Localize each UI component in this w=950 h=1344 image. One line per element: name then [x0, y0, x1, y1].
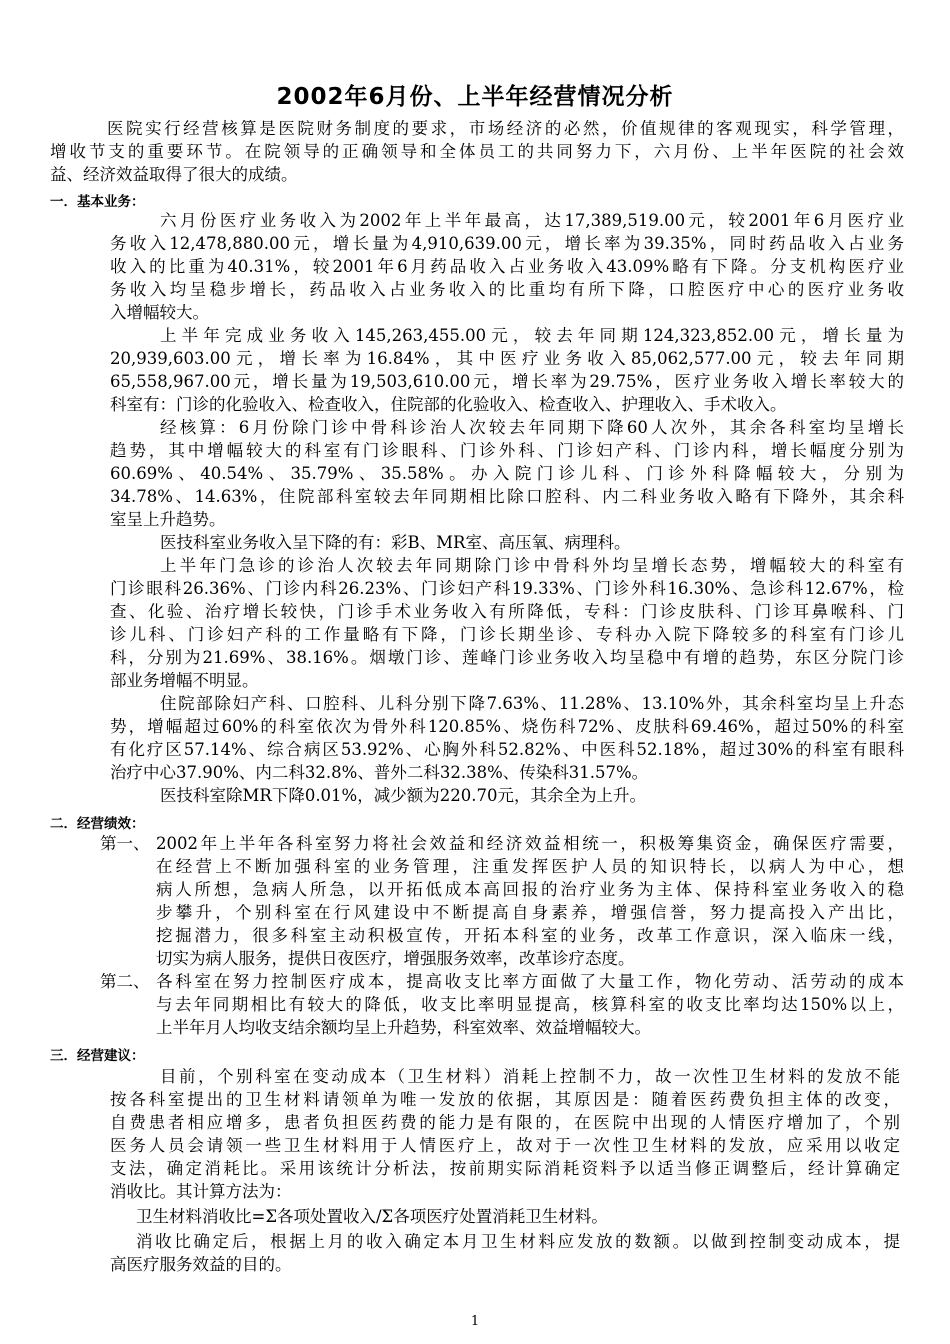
paragraph-line: 医技科室业务收入呈下降的有：彩B、MR室、高压氧、病理科。 — [160, 533, 631, 552]
paragraph-line: 自费患者相应增多，患者负担医药费的能力是有限的，在医院中出现的人情医疗增加了，个别 — [110, 1113, 900, 1132]
list-item-line: 2002年上半年各科室努力将社会效益和经济效益相统一，积极筹集资金，确保医疗需要， — [156, 834, 904, 853]
paragraph-line: 上半年门急诊的诊治人次较去年同期除门诊中骨科外均呈增长态势，增幅较大的科室有 — [160, 556, 904, 575]
list-item-line: 与去年同期相比有较大的降低，收支比率明显提高，核算科室的收支比率均达150%以上， — [156, 995, 904, 1014]
paragraph-line: 部业务增幅不明显。 — [110, 671, 259, 690]
paragraph-line: 消收比。其计算方法为： — [110, 1182, 292, 1201]
paragraph-line: 有化疗区57.14%、综合病区53.92%、心胸外科52.82%、中医科52.18%，超过30%的科室有眼科 — [110, 740, 904, 759]
paragraph-line: 支法，确定消耗比。采用该统计分析法，按前期实际消耗资料予以适当修正调整后，经计算确定 — [110, 1159, 900, 1178]
paragraph-line: 诊儿科、门诊妇产科的工作量略有下降，门诊长期坐诊、专科办入院下降较多的科室有门诊儿 — [110, 625, 904, 644]
paragraph-line: 收入的比重为40.31%，较2001年6月药品收入占业务收入43.09%略有下降。分支机构医疗业 — [110, 257, 904, 276]
paragraph-line: 按各科室提出的卫生材料请领单为唯一发放的依据，其原因是：随着医药费负担主体的改变， — [110, 1090, 900, 1109]
paragraph-line: 医技科室除MR下降0.01%，减少额为220.70元，其余全为上升。 — [160, 786, 646, 805]
paragraph-line: 34.78%、14.63%，住院部科室较去年同期相比除口腔科、内二科业务收入略有下降外，其余科 — [110, 487, 904, 506]
paragraph-line: 务收入均呈稳步增长，药品收入占业务收入的比重均有所下降，口腔医疗中心的医疗业务收 — [110, 280, 904, 299]
list-item-line: 挖掘潜力，很多科室主动积极宣传，开拓本科室的业务，改革工作意识，深入临床一线， — [156, 926, 904, 945]
paragraph-line: 经核算：6月份除门诊中骨科诊治人次较去年同期下降60人次外，其余各科室均呈增长 — [160, 418, 904, 437]
paragraph-line: 门诊眼科26.36%、门诊内科26.23%、门诊妇产科19.33%、门诊外科16.30%、急诊科12.67%，检 — [110, 579, 904, 598]
list-item-label: 第一、 — [100, 834, 150, 853]
section-heading-basic-business: 一．基本业务： — [50, 194, 145, 210]
section-heading-performance: 二．经营绩效： — [50, 816, 145, 832]
intro-line: 医院实行经营核算是医院财务制度的要求，市场经济的必然，价值规律的客观现实，科学管理， — [107, 119, 904, 138]
list-item-line: 在经营上不断加强科室的业务管理，注重发挥医护人员的知识特长，以病人为中心，想 — [156, 857, 904, 876]
paragraph-line: 六月份医疗业务收入为2002年上半年最高，达17,389,519.00元，较2001年6月医疗业 — [160, 211, 904, 230]
paragraph-line: 60.69%、40.54%、35.79%、35.58%。办入院门诊儿科、门诊外科降幅较大，分别为 — [110, 464, 904, 483]
paragraph-line: 65,558,967.00元，增长量为19,503,610.00元，增长率为29.75%，医疗业务收入增长率较大的 — [110, 372, 904, 391]
paragraph-line: 室呈上升趋势。 — [110, 510, 226, 529]
intro-line: 益、经济效益取得了很大的成绩。 — [50, 165, 298, 184]
list-item-line: 上半年月人均收支结余额均呈上升趋势，科室效率、效益增幅较大。 — [156, 1018, 651, 1037]
formula: 卫生材料消收比=Σ各项处置收入/Σ各项医疗处置消耗卫生材料。 — [136, 1207, 608, 1226]
list-item-line: 病人所想，急病人所急，以开拓低成本高回报的治疗业务为主体、保持科室业务收入的稳 — [156, 880, 904, 899]
list-item-line: 步攀升，个别科室在行风建设中不断提高自身素养，增强信誉，努力提高投入产出比， — [156, 903, 904, 922]
page-number: 1 — [470, 1314, 480, 1329]
paragraph-line: 查、化验、治疗增长较快，门诊手术业务收入有所降低，专科：门诊皮肤科、门诊耳鼻喉科、门 — [110, 602, 904, 621]
paragraph-line: 上半年完成业务收入145,263,455.00元，较去年同期124,323,852.00元，增长量为 — [160, 326, 904, 345]
page-title: 2002年6月份、上半年经营情况分析 — [276, 84, 674, 110]
paragraph-line: 科室有：门诊的化验收入、检查收入，住院部的化验收入、检查收入、护理收入、手术收入。 — [110, 395, 787, 414]
section-heading-suggestions: 三．经营建议： — [50, 1048, 145, 1064]
paragraph-line: 入增幅较大。 — [110, 303, 209, 322]
paragraph-line: 目前，个别科室在变动成本（卫生材料）消耗上控制不力，故一次性卫生材料的发放不能 — [160, 1067, 900, 1086]
paragraph-line: 20,939,603.00元，增长率为16.84%，其中医疗业务收入85,062,577.00元，较去年同期 — [110, 349, 904, 368]
paragraph-line: 务收入12,478,880.00元，增长量为4,910,639.00元，增长率为39.35%，同时药品收入占业务 — [110, 234, 904, 253]
paragraph-line: 趋势，其中增幅较大的科室有门诊眼科、门诊外科、门诊妇产科、门诊内科，增长幅度分别为 — [110, 441, 904, 460]
list-item-line: 切实为病人服务，提供日夜医疗，增强服务效率，改革诊疗态度。 — [156, 949, 635, 968]
list-item-label: 第二、 — [100, 972, 150, 991]
list-item-line: 各科室在努力控制医疗成本，提高收支比率方面做了大量工作，物化劳动、活劳动的成本 — [156, 972, 904, 991]
paragraph-line: 消收比确定后，根据上月的收入确定本月卫生材料应发放的数额。以做到控制变动成本，提 — [136, 1232, 900, 1251]
paragraph-line: 高医疗服务效益的目的。 — [110, 1255, 292, 1274]
paragraph-line: 住院部除妇产科、口腔科、儿科分别下降7.63%、11.28%、13.10%外，其余科室均呈上升态 — [160, 694, 904, 713]
intro-line: 增收节支的重要环节。在院领导的正确领导和全体员工的共同努力下，六月份、上半年医院的社会效 — [50, 142, 904, 161]
paragraph-line: 治疗中心37.90%、内二科32.8%、普外二科32.38%、传染科31.57%。 — [110, 763, 649, 782]
paragraph-line: 势，增幅超过60%的科室依次为骨外科120.85%、烧伤科72%、皮肤科69.46%，超过50%的科室 — [110, 717, 904, 736]
paragraph-line: 医务人员会请领一些卫生材料用于人情医疗上，故对于一次性卫生材料的发放，应采用以收定 — [110, 1136, 900, 1155]
paragraph-line: 科，分别为21.69%、38.16%。烟墩门诊、莲峰门诊业务收入均呈稳中有增的趋势，东区分院门诊 — [110, 648, 904, 667]
